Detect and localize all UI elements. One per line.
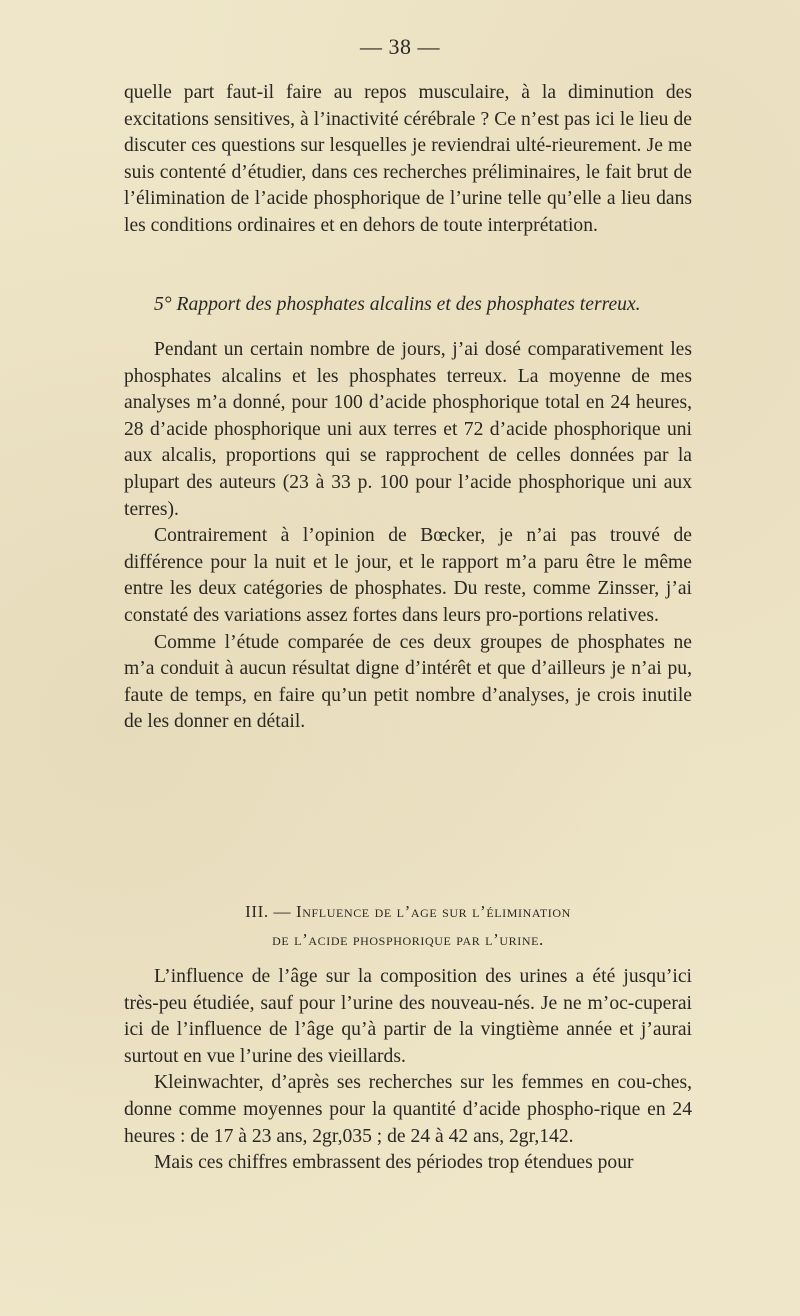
chapter-heading-line: de l’acide phosphorique par l’urine. [272, 930, 544, 949]
paragraph-text: quelle part faut-il faire au repos musculaire, à la diminution des excitations sensitives, à l’inactivité cérébrale ? Ce n’est pas ici le lieu de discuter ces questions sur lesquelles je reviendrai ulté-rieurement. Je me suis contenté d’étudier, dans ces recherches préliminaires, le fait brut de l’élimination de l’acide phosphorique de l’urine telle qu’elle a lieu dans les conditions ordinaires et en dehors de toute interprétation. [124, 82, 692, 236]
paragraph-text: Pendant un certain nombre de jours, j’ai dosé comparativement les phosphates alcalins et les phosphates terreux. La moyenne de mes analyses m’a donné, pour 100 d’acide phosphorique total en 24 heures, 28 d’acide phosphorique uni aux terres et 72 d’acide phosphorique uni aux alcalis, proportions qui se rapprochent de celles données par la plupart des auteurs (23 à 33 p. 100 pour l’acide phosphorique uni aux terres). [124, 339, 692, 520]
chapter-heading [124, 898, 692, 954]
paragraph-text: Contrairement à l’opinion de Bœcker, je n’ai pas trouvé de différence pour la nuit et le jour, et le rapport m’a paru être le même entre les deux catégories de phosphates. Du reste, comme Zinsser, j’ai constaté des variations assez fortes dans leurs pro-portions relatives. [124, 525, 692, 626]
chapter-heading-line: III. — Influence de l’age sur l’élimination [245, 902, 571, 921]
paragraph-text: L’influence de l’âge sur la composition des urines a été jusqu’ici très-peu étudiée, sauf pour l’urine des nouveau-nés. Je ne m’oc-cuperai ici de l’influence de l’âge qu’à partir de la vingtième année et j’aurai surtout en vue l’urine des vieillards. [124, 966, 692, 1067]
paragraph-text: Mais ces chiffres embrassent des périodes trop étendues pour [154, 1152, 634, 1174]
section-body [124, 337, 692, 736]
paragraph-continuation [124, 80, 692, 240]
paragraph-text: Kleinwachter, d’après ses recherches sur les femmes en cou-ches, donne comme moyennes pour la quantité d’acide phospho-rique en 24 heures : de 17 à 23 ans, 2gr,035 ; de 24 à 42 ans, 2gr,142. [124, 1072, 692, 1147]
page-number: — 38 — [360, 34, 440, 59]
paragraph-text: Comme l’étude comparée de ces deux groupes de phosphates ne m’a conduit à aucun résultat digne d’intérêt et que d’ailleurs je n’ai pu, faute de temps, en faire qu’un petit nombre d’analyses, je crois inutile de les donner en détail. [124, 631, 692, 733]
chapter-body [124, 964, 692, 1177]
section-title: 5° Rapport des phosphates alcalins et des phosphates terreux. [154, 294, 641, 315]
